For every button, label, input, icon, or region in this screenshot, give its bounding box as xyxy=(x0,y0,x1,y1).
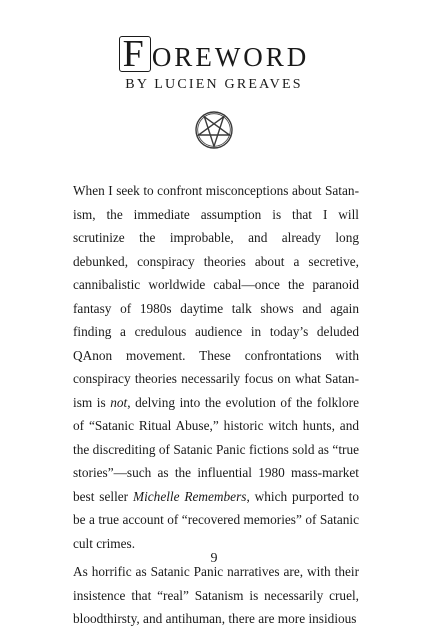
paragraph-1-book-title: Michelle Remembers xyxy=(133,488,247,504)
paragraph-1-text-c: , which purported to be a true account of “recovered memories” of Satanic cult crimes. xyxy=(73,488,359,551)
title-initial-letter: F xyxy=(119,36,151,72)
paragraph-1-text-b: , delving into the evolution of the folklore of “Satanic Ritual Abuse,” historic witch hunts, and the discrediting of Satanic Panic fictions sold as “true stories”—such as the influential 1980 mass-market best seller xyxy=(73,394,359,504)
author-byline: BY LUCIEN GREAVES xyxy=(125,77,303,92)
title-rest: OREWORD xyxy=(151,42,310,72)
page-number: 9 xyxy=(210,551,218,566)
chapter-title xyxy=(0,33,428,75)
paragraph-1-emphasis-not: not xyxy=(110,394,128,410)
pentagram-icon xyxy=(194,110,234,150)
paragraph-2: As horrific as Satanic Panic narratives are, with their insistence that “real” Satanism is necessarily cruel, bloodthirsty, and antihuman, there are more insidious xyxy=(73,564,359,626)
paragraph-1 xyxy=(73,179,359,555)
paragraph-1-text-a: When I seek to confront misconceptions about Satanism, the immediate assumption is that I will scrutinize the improbable, and already long debunked, conspiracy theories about a secretive, cannibalistic worldwide cabal—once the paranoid fantasy of 1980s daytime talk shows and again finding a credulous audience in today’s deluded QAnon movement. These confrontations with conspiracy theories necessarily focus on what Satanism is xyxy=(73,183,359,410)
